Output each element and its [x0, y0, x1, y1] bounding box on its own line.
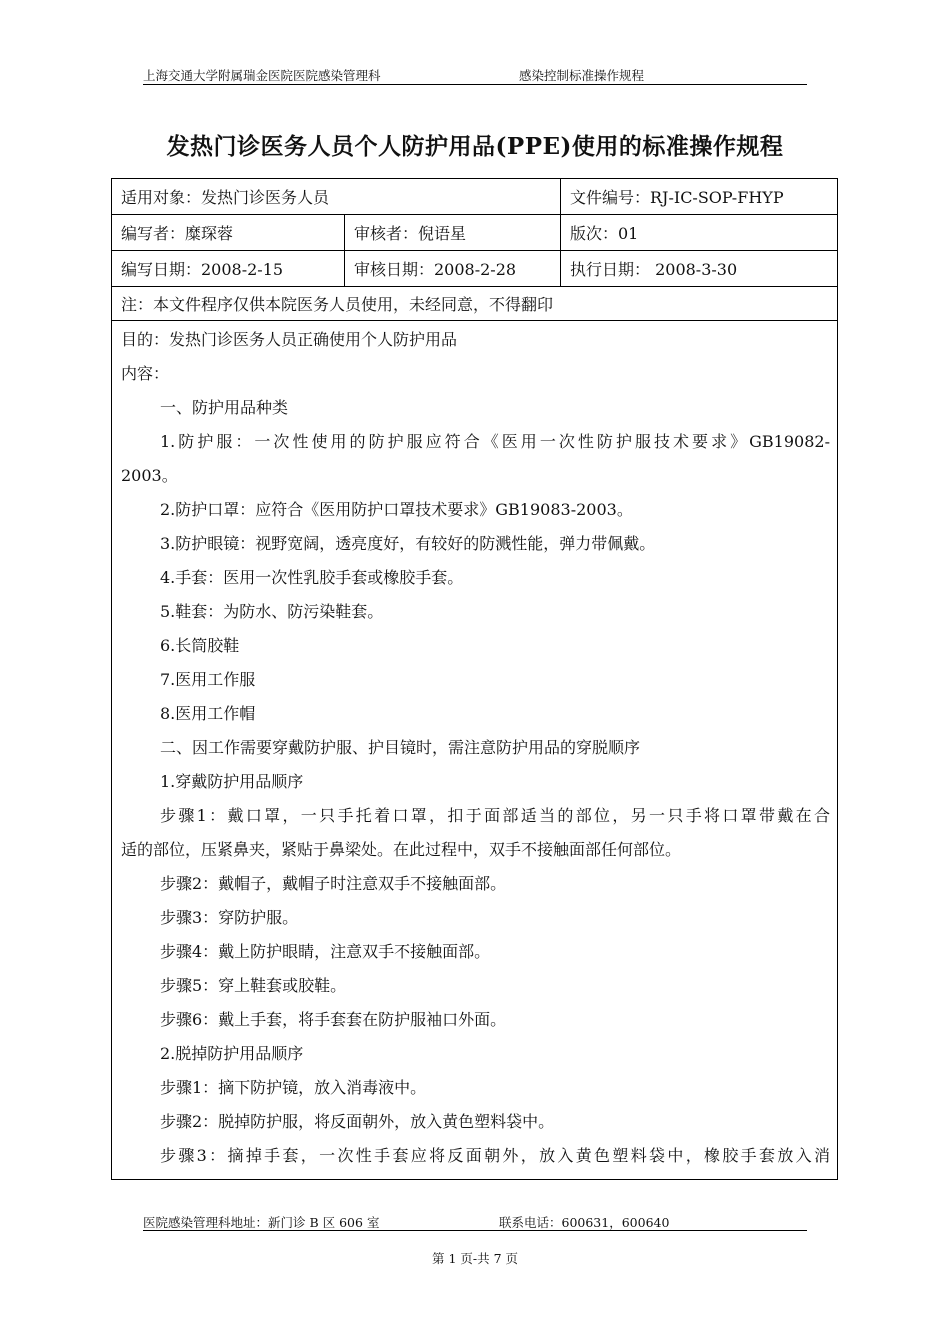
footer-phone: 联系电话：600631，600640	[499, 1215, 670, 1230]
step-item: 步骤2：戴帽子，戴帽子时注意双手不接触面部。	[160, 874, 507, 893]
list-item: 4.手套：医用一次性乳胶手套或橡胶手套。	[160, 568, 464, 587]
list-item: 5.鞋套：为防水、防污染鞋套。	[160, 602, 384, 621]
exec-date-cell: 执行日期： 2008-3-30	[560, 251, 839, 286]
table-row	[112, 215, 837, 251]
list-item: 2.防护口罩：应符合《医用防护口罩技术要求》GB19083-2003。	[160, 500, 633, 519]
table-row	[112, 287, 837, 321]
list-item: 7.医用工作服	[160, 670, 256, 689]
note-cell: 注：本文件程序仅供本院医务人员使用，未经同意，不得翻印	[121, 295, 554, 314]
step-item: 步骤6：戴上手套，将手套套在防护服袖口外面。	[160, 1010, 507, 1029]
review-date-cell: 审核日期：2008-2-28	[344, 251, 560, 286]
header-department: 上海交通大学附属瑞金医院医院感染管理科	[143, 68, 381, 83]
reviewer-cell: 审核者：倪语星	[344, 215, 560, 250]
section-heading: 一、防护用品种类	[160, 398, 289, 417]
author-cell: 编写者：糜琛蓉	[121, 224, 234, 243]
subsection-heading: 2.脱掉防护用品顺序	[160, 1044, 304, 1063]
sop-table	[111, 178, 838, 1180]
step-item: 步骤1：摘下防护镜，放入消毒液中。	[160, 1078, 427, 1097]
document-title: 发热门诊医务人员个人防护用品(PPE)使用的标准操作规程	[166, 133, 784, 160]
section-heading: 二、因工作需要穿戴防护服、护目镜时，需注意防护用品的穿脱顺序	[160, 738, 641, 757]
content-label: 内容：	[121, 364, 170, 383]
step-item: 步骤5：穿上鞋套或胶鞋。	[160, 976, 347, 995]
doc-number-cell: 文件编号：RJ-IC-SOP-FHYP	[560, 179, 839, 214]
list-item-continuation: 2003。	[121, 466, 178, 485]
page-header	[143, 66, 807, 85]
table-row	[112, 251, 837, 287]
target-cell: 适用对象：发热门诊医务人员	[121, 188, 330, 207]
step-item: 步骤1：戴口罩，一只手托着口罩，扣于面部适当的部位，另一只手将口罩带戴在合	[160, 806, 830, 825]
step-item-continuation: 适的部位，压紧鼻夹，紧贴于鼻梁处。在此过程中，双手不接触面部任何部位。	[121, 840, 682, 859]
step-item: 步骤4：戴上防护眼睛，注意双手不接触面部。	[160, 942, 491, 961]
table-row	[112, 179, 837, 215]
purpose-line: 目的：发热门诊医务人员正确使用个人防护用品	[121, 330, 458, 349]
list-item: 1.防护服：一次性使用的防护服应符合《医用一次性防护服技术要求》GB19082-	[160, 432, 830, 451]
list-item: 8.医用工作帽	[160, 704, 256, 723]
page-number: 第 1 页-共 7 页	[431, 1251, 519, 1266]
step-item: 步骤2：脱掉防护服，将反面朝外，放入黄色塑料袋中。	[160, 1112, 555, 1131]
list-item: 3.防护眼镜：视野宽阔，透亮度好，有较好的防溅性能，弹力带佩戴。	[160, 534, 656, 553]
header-doc-category: 感染控制标准操作规程	[519, 68, 645, 83]
page-footer	[143, 1210, 807, 1231]
step-item: 步骤3：摘掉手套，一次性手套应将反面朝外，放入黄色塑料袋中，橡胶手套放入消	[160, 1146, 830, 1165]
step-item: 步骤3：穿防护服。	[160, 908, 299, 927]
footer-address: 医院感染管理科地址：新门诊 B 区 606 室	[143, 1215, 380, 1230]
write-date-cell: 编写日期：2008-2-15	[121, 260, 284, 279]
subsection-heading: 1.穿戴防护用品顺序	[160, 772, 304, 791]
list-item: 6.长筒胶鞋	[160, 636, 240, 655]
version-cell: 版次：01	[560, 215, 839, 250]
